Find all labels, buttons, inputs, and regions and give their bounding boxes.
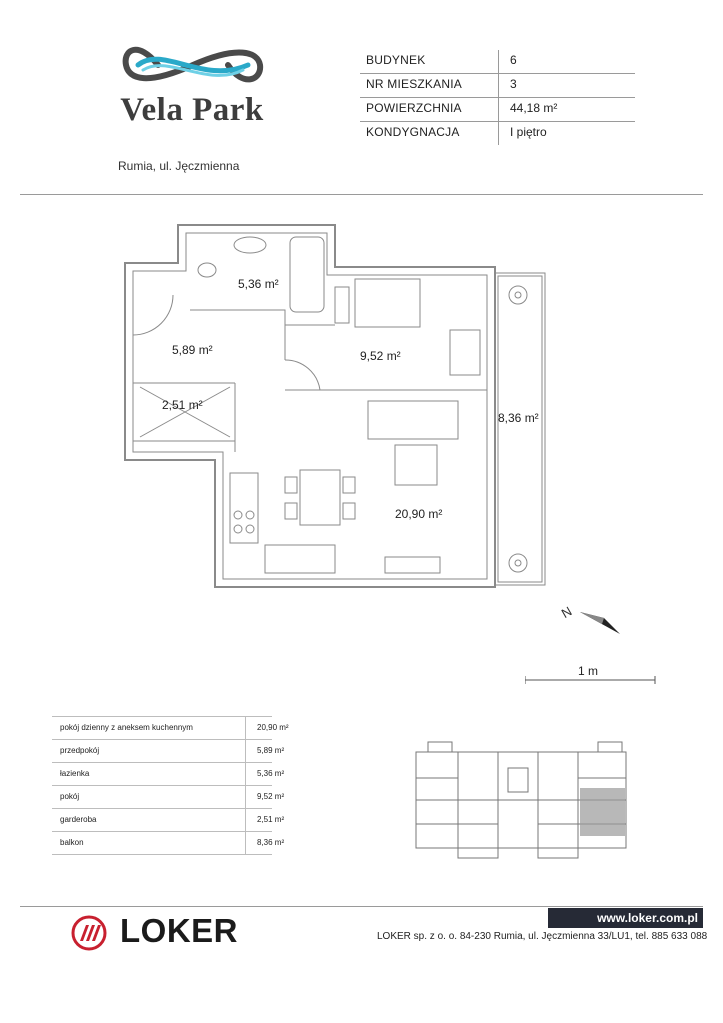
room-name: pokój dzienny z aneksem kuchennym — [60, 723, 193, 732]
divider — [498, 122, 499, 145]
info-value: 6 — [510, 53, 517, 67]
company-name: LOKER — [120, 912, 238, 949]
table-row — [52, 786, 285, 809]
room-area-label: 5,89 m² — [172, 343, 213, 357]
room-area: 9,52 m² — [257, 792, 285, 801]
info-label: KONDYGNACJA — [366, 125, 460, 139]
address: Rumia, ul. Jęczmienna — [118, 159, 240, 173]
contact-info: LOKER sp. z o. o. 84-230 Rumia, ul. Jęczmienna 33/LU1, tel. 885 633 088 — [377, 931, 708, 942]
divider — [245, 717, 246, 739]
room-area: 2,51 m² — [257, 815, 285, 824]
table-row — [52, 763, 285, 786]
website-link[interactable]: www.loker.com.pl — [597, 911, 698, 925]
apartment-info-table — [360, 50, 635, 145]
svg-text:N: N — [560, 603, 575, 622]
brand-name: Vela Park — [120, 92, 264, 128]
floor-plan — [110, 215, 630, 635]
divider — [245, 763, 246, 785]
divider — [245, 832, 246, 854]
room-name: łazienka — [60, 769, 90, 778]
divider — [245, 740, 246, 762]
compass-north-icon — [560, 598, 625, 638]
divider — [498, 98, 499, 121]
room-area-label: 2,51 m² — [162, 398, 203, 412]
building-floor-overview — [408, 738, 633, 860]
info-value: 44,18 m² — [510, 101, 558, 115]
info-label: BUDYNEK — [366, 53, 426, 67]
table-row — [52, 809, 285, 832]
room-name: przedpokój — [60, 746, 100, 755]
info-row-area — [360, 98, 635, 122]
info-row-floor — [360, 122, 635, 145]
room-area-label: 20,90 m² — [395, 507, 443, 521]
room-area-label: 8,36 m² — [498, 411, 539, 425]
floor-plan-drawing — [110, 215, 630, 635]
divider — [20, 906, 703, 907]
table-row — [52, 740, 285, 763]
divider — [20, 194, 703, 195]
room-name: garderoba — [60, 815, 97, 824]
room-area: 5,89 m² — [257, 746, 285, 755]
divider — [245, 809, 246, 831]
room-area: 20,90 m² — [257, 723, 289, 732]
room-areas-table — [52, 716, 289, 855]
info-label: POWIERZCHNIA — [366, 101, 462, 115]
info-row-apartment-number — [360, 74, 635, 98]
info-value: I piętro — [510, 125, 547, 139]
room-area-label: 5,36 m² — [238, 277, 279, 291]
table-row — [52, 716, 289, 740]
scale-label: 1 m — [578, 664, 599, 678]
room-name: balkon — [60, 838, 84, 847]
info-label: NR MIESZKANIA — [366, 77, 462, 91]
room-name: pokój — [60, 792, 80, 801]
room-area: 8,36 m² — [257, 838, 285, 847]
table-row — [52, 832, 285, 855]
loker-logo-icon — [70, 914, 115, 952]
divider — [245, 786, 246, 808]
info-value: 3 — [510, 77, 517, 91]
room-area: 5,36 m² — [257, 769, 285, 778]
info-row-building — [360, 50, 635, 74]
divider — [498, 50, 499, 73]
divider — [498, 74, 499, 97]
room-area-label: 9,52 m² — [360, 349, 401, 363]
